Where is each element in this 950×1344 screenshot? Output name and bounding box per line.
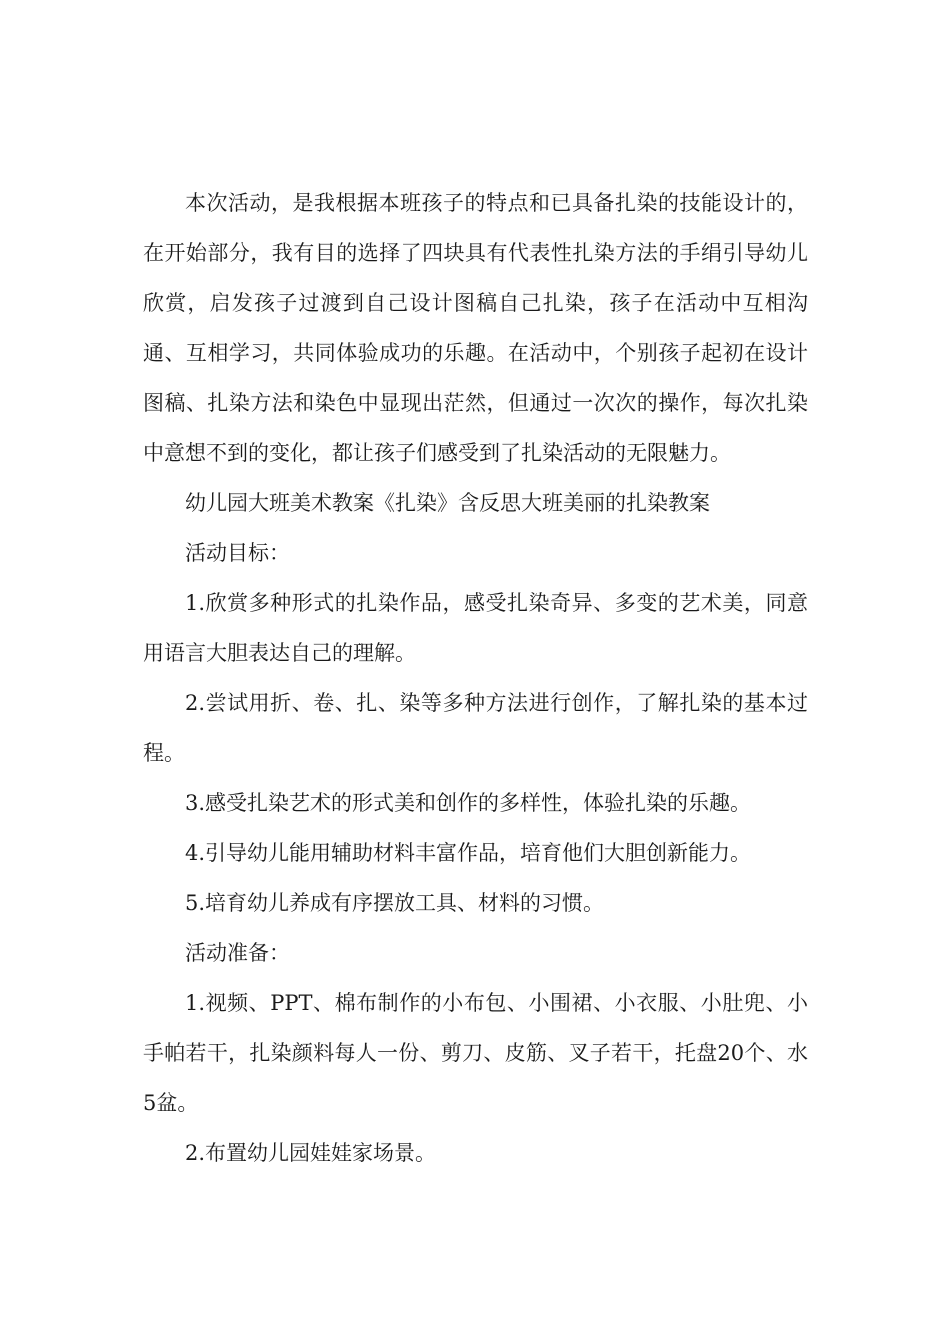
goal-item-5: 5.培育幼儿养成有序摆放工具、材料的习惯。 <box>185 891 605 915</box>
preparation-item-2: 2.布置幼儿园娃娃家场景。 <box>185 1141 437 1165</box>
section-heading-goals: 活动目标： <box>185 541 290 565</box>
section-heading-preparation: 活动准备： <box>185 941 290 965</box>
goal-item-1: 1.欣赏多种形式的扎染作品，感受扎染奇异、多变的艺术美，同意用语言大胆表达自己的理解。 <box>143 591 808 665</box>
goal-item-4: 4.引导幼儿能用辅助材料丰富作品，培育他们大胆创新能力。 <box>185 841 752 865</box>
paragraph-reflection: 本次活动，是我根据本班孩子的特点和已具备扎染的技能设计的，在开始部分，我有目的选择了四块具有代表性扎染方法的手绢引导幼儿欣赏，启发孩子过渡到自己设计图稿自己扎染，孩子在活动中互相沟通、互相学习，共同体验成功的乐趣。在活动中，个别孩子起初在设计图稿、扎染方法和染色中显现出茫然，但通过一次次的操作，每次扎染中意想不到的变化，都让孩子们感受到了扎染活动的无限魅力。 <box>143 191 808 465</box>
paragraph-title: 幼儿园大班美术教案《扎染》含反思大班美丽的扎染教案 <box>185 491 710 515</box>
goal-item-2: 2.尝试用折、卷、扎、染等多种方法进行创作，了解扎染的基本过程。 <box>143 691 808 765</box>
preparation-item-1: 1.视频、PPT、棉布制作的小布包、小围裙、小衣服、小肚兜、小手帕若干，扎染颜料每人一份、剪刀、皮筋、叉子若干，托盘20个、水5盆。 <box>143 991 808 1115</box>
goal-item-3: 3.感受扎染艺术的形式美和创作的多样性，体验扎染的乐趣。 <box>185 791 752 815</box>
document-body <box>143 178 808 1178</box>
